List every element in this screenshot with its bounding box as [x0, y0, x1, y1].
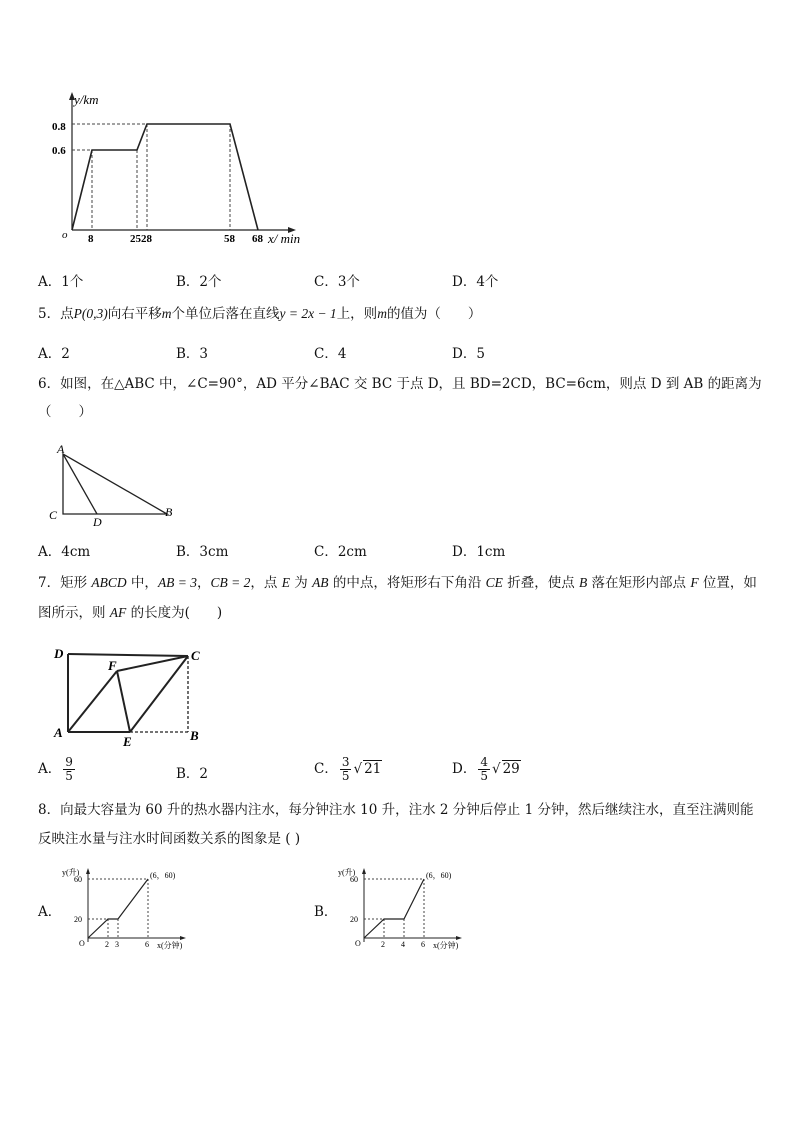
q7-option-b[interactable]: B．2 [176, 766, 209, 782]
rectangle-fold-figure [48, 640, 218, 752]
y-tick-20: 20 [350, 915, 358, 924]
segment-ad [63, 454, 97, 514]
x-tick-2: 2 [105, 940, 109, 949]
fraction-3-5: $\frac{3}{5}$ [341, 755, 350, 783]
side-dc [68, 654, 188, 656]
x-tick-68: 68 [252, 233, 263, 245]
q5-option-b[interactable]: B．3 [176, 346, 209, 362]
label-e: E [123, 734, 132, 749]
y-tick-0.6: 0.6 [52, 145, 66, 157]
x-tick-6: 6 [145, 940, 149, 949]
q8-option-b[interactable]: B． [314, 904, 338, 920]
x-tick-58: 58 [224, 233, 235, 245]
x-axis-label: x/ min [268, 231, 301, 246]
q5-option-a[interactable]: A．2 [38, 346, 70, 362]
q7-option-c[interactable]: C． $\frac{3}{5}$ √ 21 [314, 755, 382, 783]
distance-time-graph [50, 88, 330, 248]
q5-option-c[interactable]: C．4 [314, 346, 347, 362]
segment-fe [117, 671, 130, 732]
fraction-9-5: $\frac{9}{5}$ [65, 755, 73, 783]
label-d: D [54, 646, 64, 661]
label-b: B [190, 728, 199, 743]
radicand-29: 29 [502, 761, 520, 777]
y-axis-arrow [86, 868, 90, 874]
y-tick-60: 60 [350, 875, 358, 884]
q4-option-b[interactable]: B．2个 [176, 274, 222, 290]
water-graph-b [338, 864, 498, 952]
y-label: y(升) [338, 868, 356, 877]
sqrt-sign: √ [353, 761, 363, 777]
q6-option-c[interactable]: C．2cm [314, 544, 367, 560]
x-label: x(分钟) [433, 941, 459, 950]
y-tick-60: 60 [74, 875, 82, 884]
q7-option-d[interactable]: D． $\frac{4}{5}$ √ 29 [452, 755, 520, 783]
x-tick-4: 4 [401, 940, 405, 949]
fill-curve-b [364, 879, 424, 938]
x-tick-8: 8 [88, 233, 94, 245]
origin-label: O [79, 939, 85, 948]
fill-curve-a [88, 879, 148, 938]
q5-stem: 5．点P(0,3)向右平移m个单位后落在直线y = 2x − 1上，则m的值为（ ） [38, 306, 482, 322]
x-axis-arrow [180, 936, 186, 940]
y-tick-0.8: 0.8 [52, 121, 66, 133]
label-a: A [54, 725, 63, 740]
x-tick-3: 3 [115, 940, 119, 949]
radicand-21: 21 [364, 761, 382, 777]
sqrt-sign: √ [491, 761, 501, 777]
q7-option-a[interactable]: A． $\frac{9}{5}$ [38, 755, 73, 783]
label-d: D [93, 515, 102, 528]
label-f: F [108, 658, 117, 673]
y-label: y(升) [62, 868, 80, 877]
y-axis-arrow [362, 868, 366, 874]
origin-label: O [355, 939, 361, 948]
x-label: x(分钟) [157, 941, 183, 950]
x-tick-2528: 2528 [130, 233, 152, 245]
q7-stem: 7．矩形 ABCD 中，AB = 3，CB = 2，点 E 为 AB 的中点，将矩形右下角沿 CE 折叠，使点 B 落在矩形内部点 F 位置，如图所示，则 AF 的长度为( ) [38, 575, 757, 621]
q4-option-a[interactable]: A．1个 [38, 274, 84, 290]
q6-option-a[interactable]: A．4cm [38, 544, 91, 560]
y-tick-20: 20 [74, 915, 82, 924]
q5-line: y = 2x − 1 [279, 306, 337, 321]
q5-point: P(0,3) [73, 306, 108, 321]
y-axis-label: y/km [74, 92, 99, 107]
q6-option-b[interactable]: B．3cm [176, 544, 229, 560]
label-a: A [57, 442, 65, 456]
q4-option-d[interactable]: D．4个 [452, 274, 499, 290]
label-c: C [191, 648, 200, 663]
triangle-abc-figure [45, 442, 185, 528]
q8-option-a[interactable]: A． [38, 904, 62, 920]
x-axis-arrow [456, 936, 462, 940]
q6-option-d[interactable]: D．1cm [452, 544, 506, 560]
segment-af [68, 671, 117, 732]
q5-number: 5． [38, 306, 61, 322]
point-label: (6，60) [426, 871, 452, 880]
water-graph-a [62, 864, 222, 952]
q4-option-c[interactable]: C．3个 [314, 274, 360, 290]
origin-label: o [62, 229, 68, 241]
q6-stem: 6．如图，在△ABC 中，∠C=90°，AD 平分∠BAC 交 BC 于点 D，且 BD=2CD，BC=6cm，则点 D 到 AB 的距离为（ ） [38, 376, 762, 420]
x-tick-2: 2 [381, 940, 385, 949]
point-label: (6，60) [150, 871, 176, 880]
fraction-4-5: $\frac{4}{5}$ [480, 755, 488, 783]
x-tick-6: 6 [421, 940, 425, 949]
q5-option-d[interactable]: D．5 [452, 346, 485, 362]
label-c: C [49, 508, 58, 522]
triangle-abc [63, 454, 167, 514]
label-b: B [165, 505, 173, 519]
q8-stem: 8．向最大容量为 60 升的热水器内注水，每分钟注水 10 升，注水 2 分钟后停止 1 分钟，然后继续注水，直至注满则能反映注水量与注水时间函数关系的图象是 ( ) [38, 802, 754, 847]
